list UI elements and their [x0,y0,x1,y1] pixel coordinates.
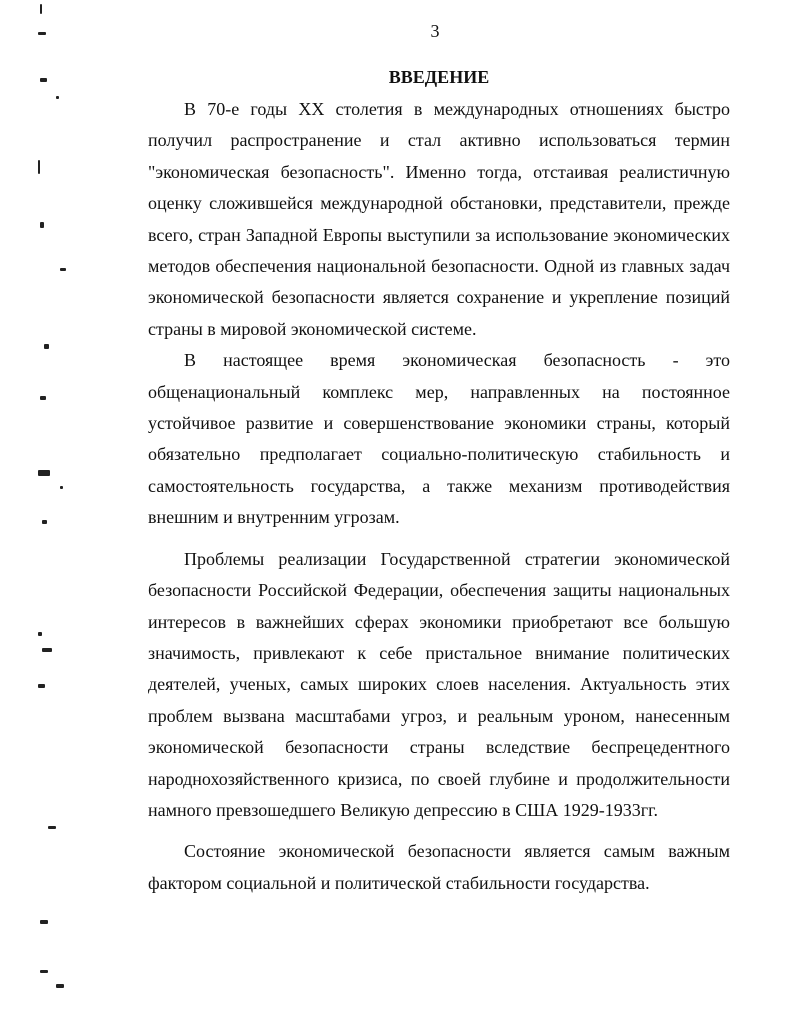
paragraph-4: Состояние экономической безопасности является самым важным фактором социальной и политической стабильности государства. [148,841,730,893]
scan-speck [38,684,45,688]
section-heading: ВВЕДЕНИЕ [388,67,490,87]
scan-speck [38,470,50,476]
scan-speck [40,222,44,228]
document-body [148,64,730,899]
scan-speck [44,344,49,349]
scan-speck [48,826,56,829]
scan-speck [40,78,47,82]
page-number: 3 [430,21,440,41]
scan-speck [40,396,46,400]
scan-speck [38,160,40,174]
scan-speck [38,632,42,636]
paragraph-2: В настоящее время экономическая безопасность - это общенациональный комплекс мер, направленных на постоянное устойчивое развитие и совершенствование экономики страны, который обязательно предполагает социально-политическую стабильность и самостоятельность государства, а также механизм противодействия внешним и внутренним угрозам. [148,350,730,528]
scan-speck [40,4,42,14]
scan-speck [56,96,59,99]
scan-speck [40,920,48,924]
scan-speck [42,648,52,652]
scan-margin-marks [30,0,80,1025]
scan-speck [60,268,66,271]
scan-speck [42,520,47,524]
scan-speck [56,984,64,988]
paragraph-3: Проблемы реализации Государственной стратегии экономической безопасности Российской Федерации, обеспечения защиты национальных интересов в важнейших сферах экономики приобретают все большую значимость, привлекают к себе пристальное внимание политических деятелей, ученых, самых широких слоев населения. Актуальность этих проблем вызвана масштабами угроз, и реальным уроном, нанесенным экономической безопасности страны вследствие беспрецедентного народнохозяйственного кризиса, по своей глубине и продолжительности намного превзошедшего Великую депрессию в США 1929-1933гг. [148,548,730,820]
paragraph-1: В 70-е годы XX столетия в международных отношениях быстро получил распространение и стал активно использоваться термин "экономическая безопасность". Именно тогда, отстаивая реалистичную оценку сложившейся международной обстановки, представители, прежде всего, стран Западной Европы выступили за использование экономических методов обеспечения национальной безопасности. Одной из главных задач экономической безопасности является сохранение и укрепление позиций страны в мировой экономической системе. [148,99,730,339]
scan-speck [60,486,63,489]
scan-speck [40,970,48,973]
